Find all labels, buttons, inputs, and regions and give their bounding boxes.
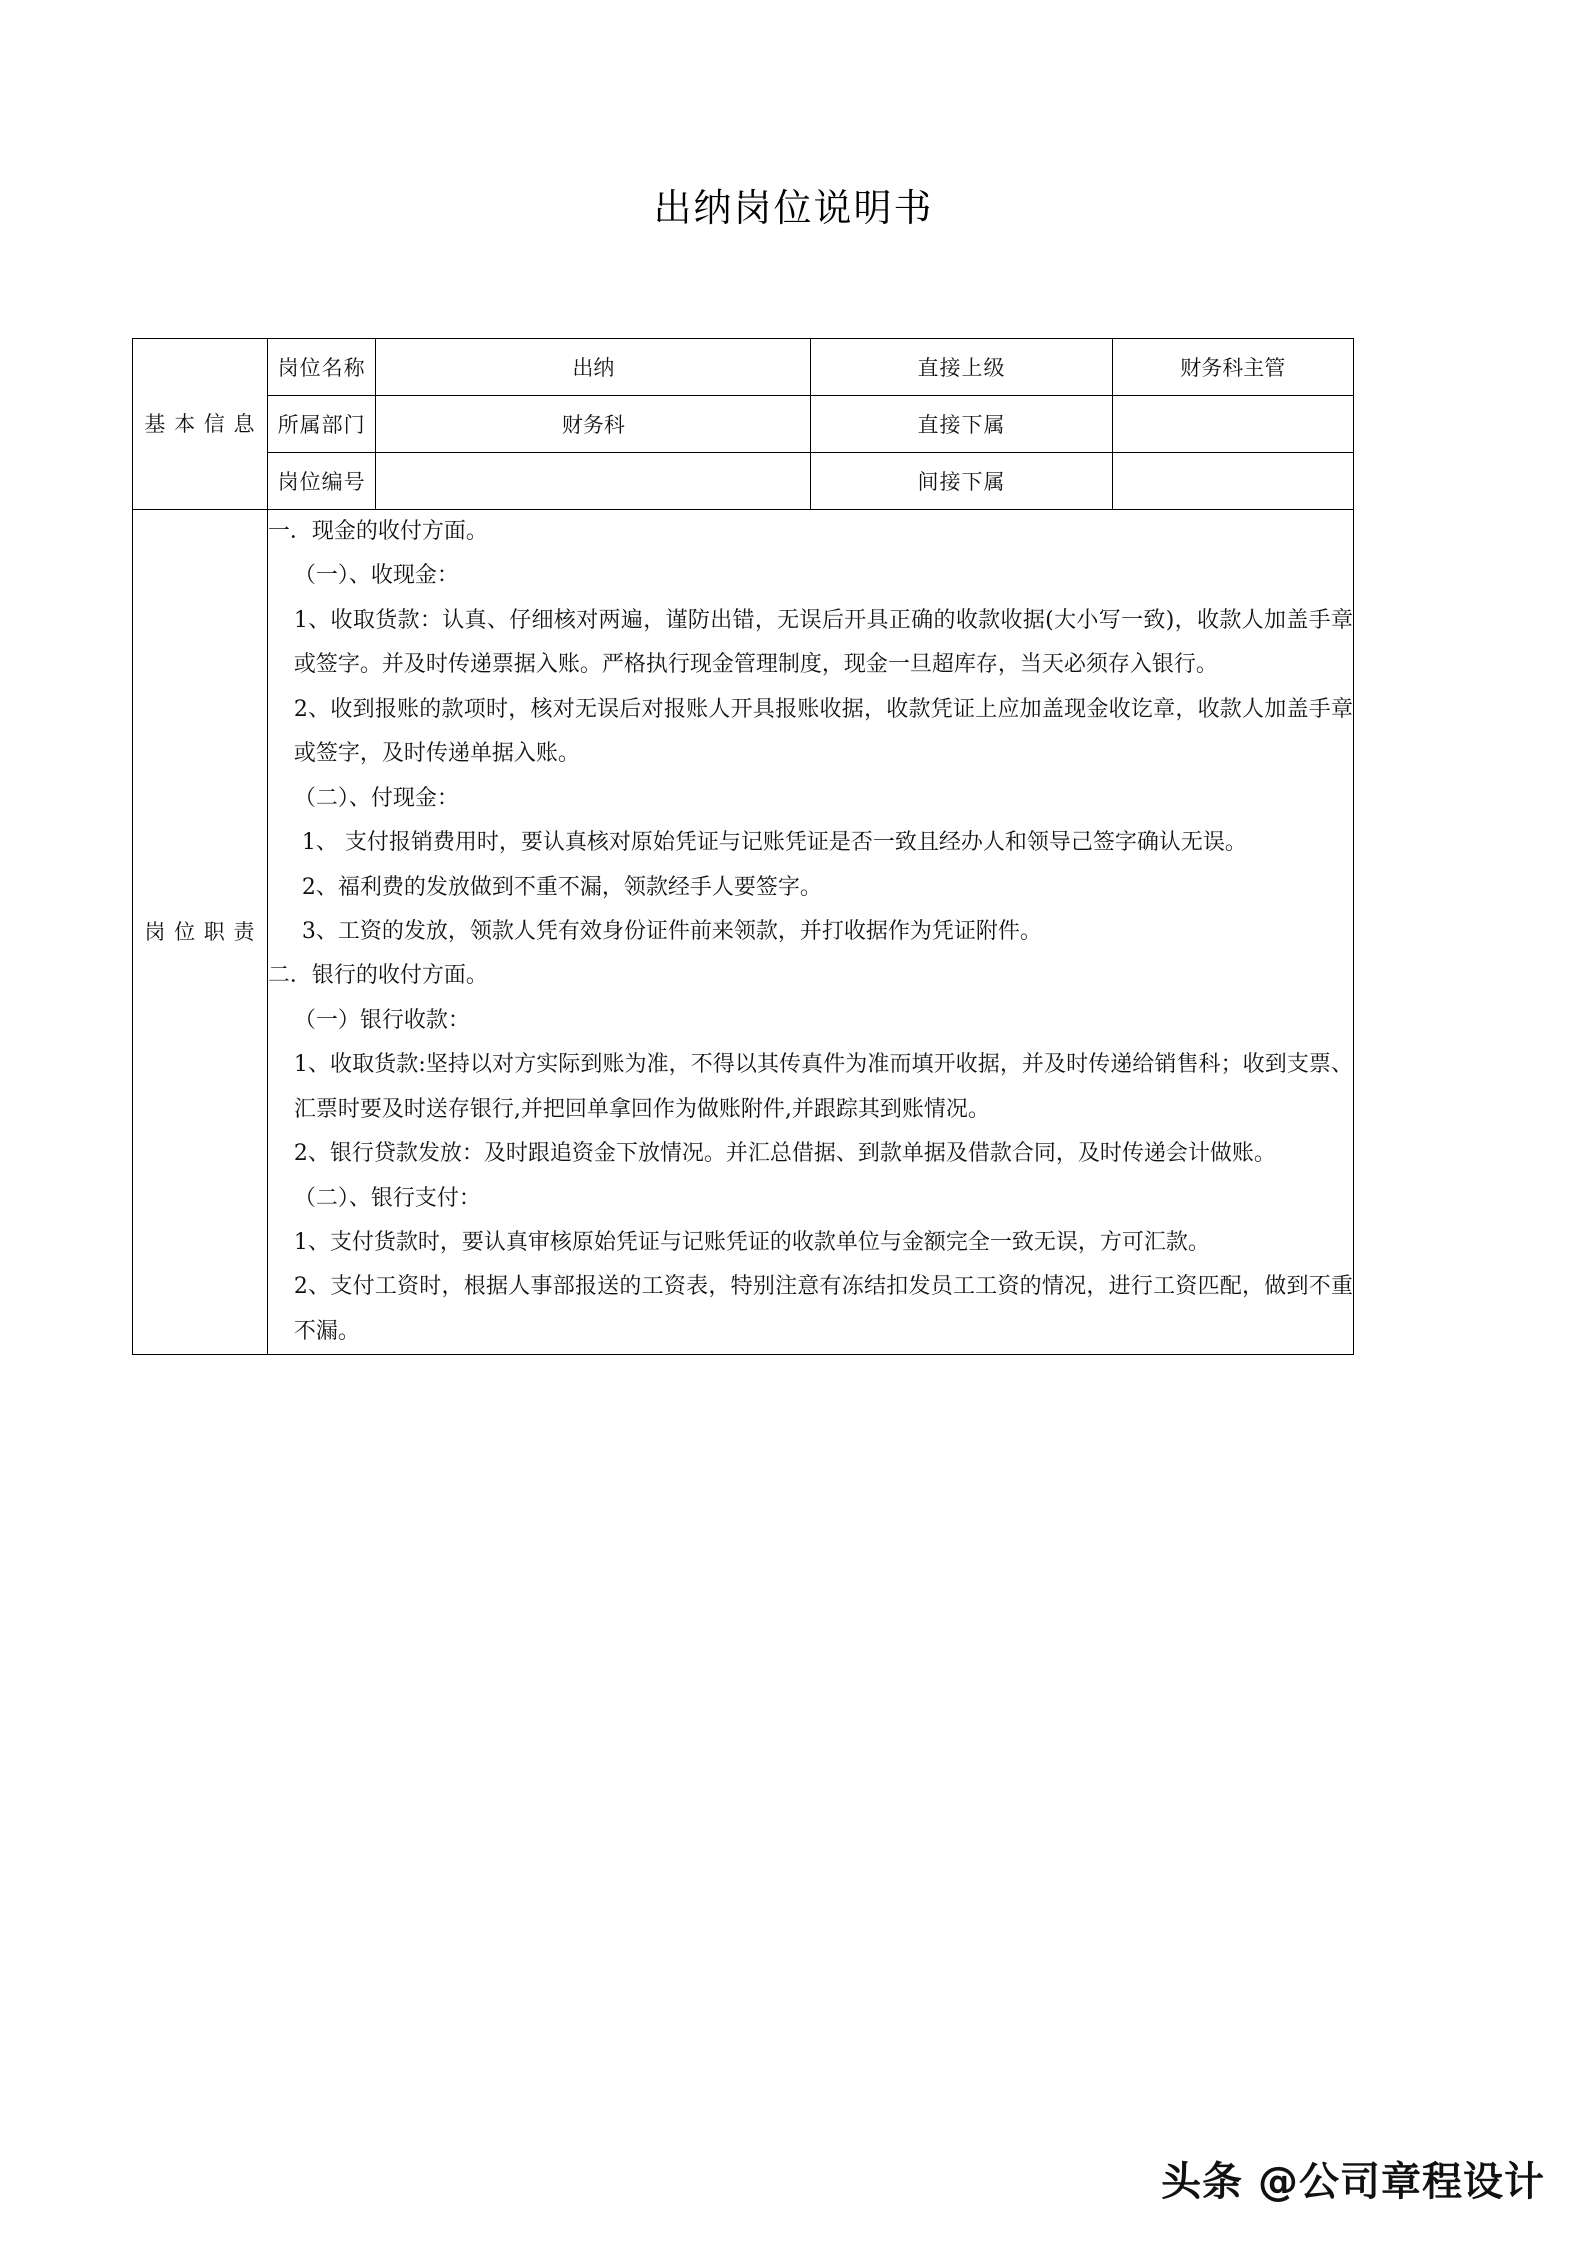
duties-paragraph: 2、银行贷款发放：及时跟追资金下放情况。并汇总借据、到款单据及借款合同，及时传递会计做账。	[293, 1141, 1276, 1167]
basic-info-label-text: 基 本 信 息	[144, 411, 256, 436]
duties-section-label	[133, 510, 268, 1355]
duties-paragraph: （二）、付现金：	[293, 785, 459, 811]
duties-paragraph: 二．银行的收付方面。	[267, 963, 488, 989]
duties-paragraph: 1、支付货款时，要认真审核原始凭证与记账凭证的收款单位与金额完全一致无误，方可汇款。	[293, 1230, 1210, 1255]
field-label-department: 所属部门	[267, 396, 376, 453]
field-label-position-code: 岗位编号	[267, 453, 376, 510]
duties-paragraph: 2、福利费的发放做到不重不漏，领款经手人要签字。	[301, 874, 822, 900]
duties-paragraph: 2、收到报账的款项时，核对无误后对报账人开具报账收据，收款凭证上应加盖现金收讫章，收款人加盖手章或签字，及时传递单据入账。	[293, 696, 1353, 767]
duties-paragraph: 2、支付工资时，根据人事部报送的工资表，特别注意有冻结扣发员工工资的情况，进行工资匹配，做到不重不漏。	[293, 1274, 1353, 1344]
duties-content-cell	[267, 510, 1353, 1355]
table-row	[133, 510, 1354, 1355]
field-label-indirect-subordinate: 间接下属	[811, 453, 1112, 510]
field-value-department: 财务科	[376, 396, 811, 453]
duties-paragraph: （二）、银行支付：	[293, 1185, 481, 1211]
duties-paragraph: （一）银行收款：	[293, 1007, 470, 1033]
table-row	[133, 453, 1354, 510]
field-label-direct-superior: 直接上级	[811, 339, 1112, 396]
duties-paragraph: 3、工资的发放，领款人凭有效身份证件前来领款，并打收据作为凭证附件。	[301, 918, 1042, 944]
table-row	[133, 396, 1354, 453]
duties-paragraph-list	[268, 510, 1353, 1354]
page-title: 出纳岗位说明书	[653, 186, 934, 230]
duties-paragraph: 1、收取货款:坚持以对方实际到账为准，不得以其传真件为准而填开收据，并及时传递给销售科；收到支票、汇票时要及时送存银行,并把回单拿回作为做账附件,并跟踪其到账情况。	[293, 1052, 1353, 1122]
duties-paragraph: 一．现金的收付方面。	[267, 519, 488, 544]
field-value-position-name: 出纳	[376, 339, 811, 396]
field-value-position-code	[376, 453, 811, 510]
field-value-direct-subordinate	[1112, 396, 1353, 453]
basic-info-section-label	[133, 339, 268, 510]
field-label-position-name: 岗位名称	[267, 339, 376, 396]
field-value-indirect-subordinate	[1112, 453, 1353, 510]
field-value-direct-superior: 财务科主管	[1112, 339, 1353, 396]
duties-paragraph: 1、收取货款：认真、仔细核对两遍，谨防出错，无误后开具正确的收款收据(大小写一致)，收款人加盖手章或签字。并及时传递票据入账。严格执行现金管理制度，现金一旦超库存，当天必须存入银行。	[293, 607, 1353, 678]
duties-label-text: 岗 位 职 责	[144, 919, 256, 944]
watermark: 头条 @公司章程设计	[1161, 2159, 1545, 2205]
job-description-table	[132, 338, 1354, 1355]
table-row	[133, 339, 1354, 396]
field-label-direct-subordinate: 直接下属	[811, 396, 1112, 453]
duties-paragraph: 1、 支付报销费用时，要认真核对原始凭证与记账凭证是否一致且经办人和领导己签字确认无误。	[301, 830, 1247, 856]
duties-paragraph: （一）、收现金：	[293, 563, 459, 589]
